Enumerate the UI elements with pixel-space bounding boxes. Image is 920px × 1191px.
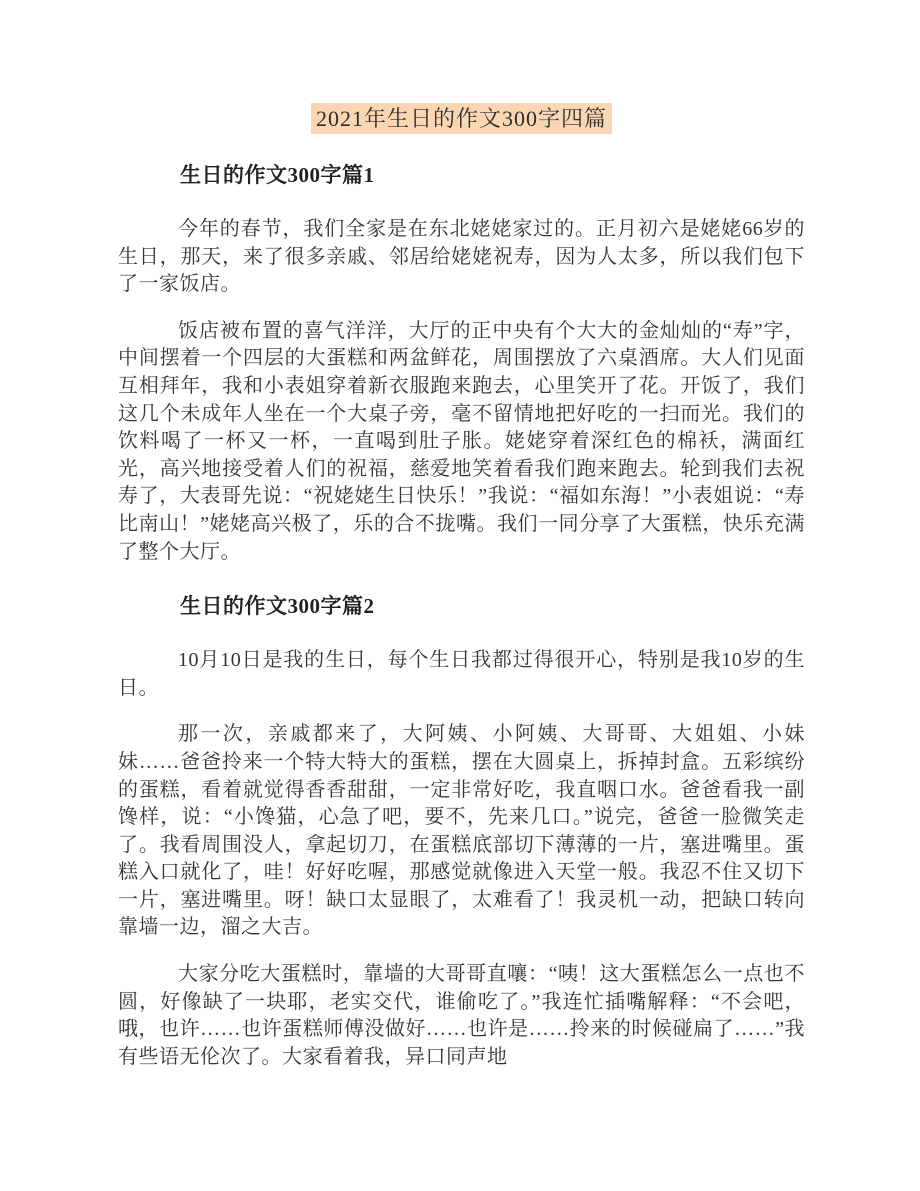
section-1-heading: 生日的作文300字篇1: [180, 163, 375, 187]
essay-section-2: [118, 590, 805, 1071]
section-2-paragraph-3: 大家分吃大蛋糕时，靠墙的大哥哥直嚷：“咦！这大蛋糕怎么一点也不圆，好像缺了一块耶，老实交代，谁偷吃了。”我连忙插嘴解释：“不会吧，哦，也许……也许蛋糕师傅没做好……也许是……拎来的时候碰扁了……”我有些语无伦次了。大家看着我，异口同声地: [118, 963, 805, 1068]
section-2-paragraph-2: 那一次，亲戚都来了，大阿姨、小阿姨、大哥哥、大姐姐、小妹妹……爸爸拎来一个特大特大的蛋糕，摆在大圆桌上，拆掉封盒。五彩缤纷的蛋糕，看着就觉得香香甜甜，一定非常好吃，我直咽口水。爸爸看我一副馋样，说：“小馋猫，心急了吧，要不，先来几口。”说完，爸爸一脸微笑走了。我看周围没人，拿起切刀，在蛋糕底部切下薄薄的一片，塞进嘴里。蛋糕入口就化了，哇！好好吃喔，那感觉就像进入天堂一般。我忍不住又切下一片，塞进嘴里。呀！缺口太显眼了，太难看了！我灵机一动，把缺口转向靠墙一边，溜之大吉。: [118, 723, 805, 939]
section-1-paragraph-2: 饭店被布置的喜气洋洋，大厅的正中央有个大大的金灿灿的“寿”字，中间摆着一个四层的大蛋糕和两盆鲜花，周围摆放了六桌酒席。大人们见面互相拜年，我和小表姐穿着新衣服跑来跑去，心里笑开了花。开饭了，我们这几个未成年人坐在一个大桌子旁，毫不留情地把好吃的一扫而光。我们的饮料喝了一杯又一杯，一直喝到肚子胀。姥姥穿着深红色的棉袄，满面红光，高兴地接受着人们的祝福，慈爱地笑着看我们跑来跑去。轮到我们去祝寿了，大表哥先说：“祝姥姥生日快乐！”我说：“福如东海！”小表姐说：“寿比南山！”姥姥高兴极了，乐的合不拢嘴。我们一同分享了大蛋糕，快乐充满了整个大厅。: [118, 319, 805, 563]
essay-section-1: [118, 159, 805, 566]
section-2-heading: 生日的作文300字篇2: [180, 594, 375, 619]
document-title: [118, 102, 805, 133]
section-1-paragraph-1: 今年的春节，我们全家是在东北姥姥家过的。正月初六是姥姥66岁的生日，那天，来了很多亲戚、邻居给姥姥祝寿，因为人太多，所以我们包下了一家饭店。: [118, 218, 805, 296]
section-2-paragraph-1: 10月10日是我的生日，每个生日我都过得很开心，特别是我10岁的生日。: [118, 649, 805, 699]
title-highlight-text: 2021年生日的作文300字四篇: [311, 103, 612, 134]
